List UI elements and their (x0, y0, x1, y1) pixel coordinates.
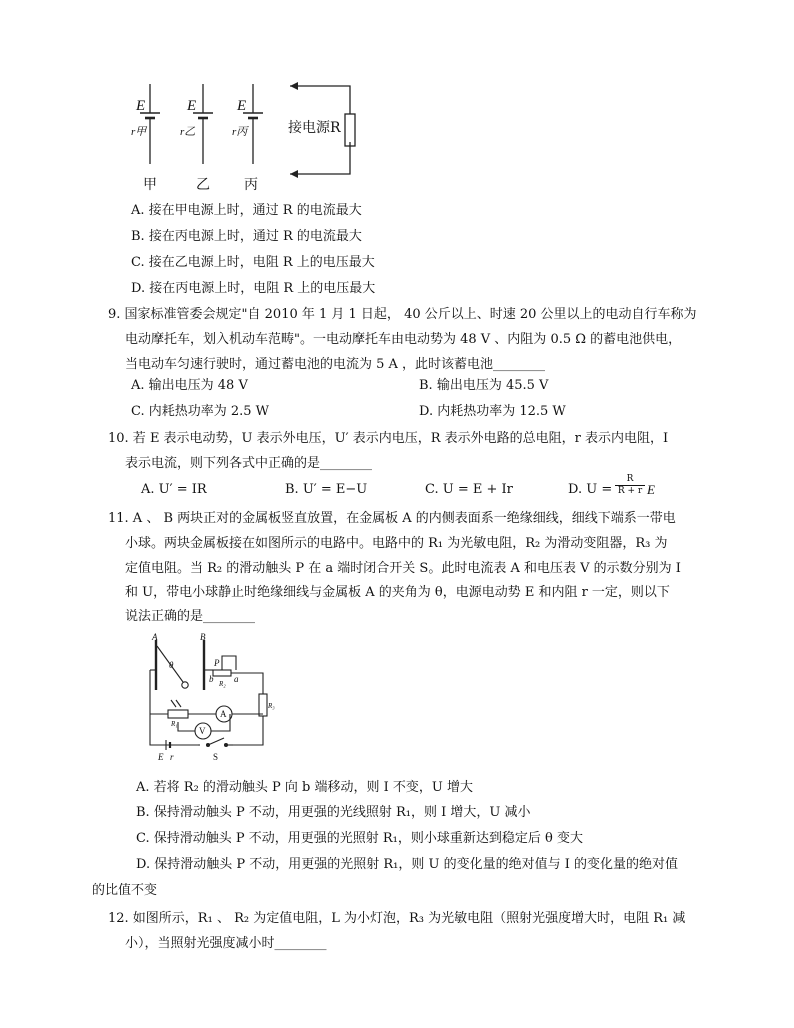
emf-label-jia: E (136, 98, 146, 114)
slide-rheostat-r2 (213, 670, 231, 676)
emf-label-bing: E (237, 98, 247, 114)
q11-option-a: A. 若将 R₂ 的滑动触头 P 向 b 端移动，则 I 不变，U 增大 (136, 780, 474, 795)
label-yi: 乙 (196, 177, 210, 193)
switch-s (208, 738, 224, 745)
photoresistor-r1 (168, 710, 188, 718)
q9-stem-line-1: 9. 国家标准管委会规定"自 2010 年 1 月 1 日起， 40 公斤以上、时速 20 公里以上的电动自行车称为 (108, 307, 697, 322)
r-label-yi: r乙 (180, 126, 196, 138)
r-label-bing: r丙 (232, 126, 248, 138)
q8-option-a: A. 接在甲电源上时，通过 R 的电流最大 (131, 203, 362, 218)
plate-label-b: B (200, 632, 206, 642)
resistor-r3 (259, 694, 267, 716)
q8-option-c: C. 接在乙电源上时，电阻 R 上的电压最大 (131, 255, 375, 270)
q9-stem-line-2: 电动摩托车，划入机动车范畴"。一电动摩托车由电动势为 48 V 、内阻为 0.5 Ω 的蓄电池供电， (125, 332, 682, 347)
q11-stem-line-2: 小球。两块金属板接在如图所示的电路中。电路中的 R₁ 为光敏电阻，R₂ 为滑动变阻器，R₃ 为 (125, 536, 668, 551)
q10-option-d: D. U = (568, 482, 613, 497)
circuit-figure (138, 630, 288, 766)
q11-stem-line-1: 11. A 、 B 两块正对的金属板竖直放置，在金属板 A 的内侧表面系一绝缘细线，细线下端系一带电 (108, 511, 676, 526)
terminal-label-a: a (234, 674, 239, 684)
angle-label: θ (169, 660, 174, 670)
q9-option-d: D. 内耗热功率为 12.5 W (419, 404, 566, 419)
switch-label: S (213, 752, 219, 762)
q10-option-a: A. U′ = IR (141, 482, 207, 497)
q9-stem-line-3: 当电动车匀速行驶时，通过蓄电池的电流为 5 A ，此时该蓄电池________ (125, 357, 546, 372)
q8-option-b: B. 接在丙电源上时，通过 R 的电流最大 (131, 229, 362, 244)
q10-stem-line-2: 表示电流，则下列各式中正确的是________ (125, 456, 373, 471)
q11-option-c: C. 保持滑动触头 P 不动，用更强的光照射 R₁，则小球重新达到稳定后 θ 变大 (136, 831, 583, 846)
q9-option-b: B. 输出电压为 45.5 V (419, 378, 549, 393)
q11-option-d-cont: 的比值不变 (92, 883, 158, 898)
q10-fraction-numerator: R (615, 474, 645, 486)
q10-stem-line-1: 10. 若 E 表示电动势，U 表示外电压，U′ 表示内电压，R 表示外电路的总电阻，r 表示内电阻，I (108, 431, 669, 446)
q10-fraction (615, 474, 645, 497)
q11-stem-line-3: 定值电阻。当 R₂ 的滑动触头 P 在 a 端时闭合开关 S。此时电流表 A 和电压表 V 的示数分别为 I (125, 561, 681, 576)
q10-fraction-denominator: R + r (617, 486, 643, 496)
r3-label: R₃ (268, 702, 275, 710)
emf-label-yi: E (187, 98, 197, 114)
r2-label: R₂ (219, 680, 226, 688)
internal-r-label: r (170, 752, 174, 762)
q9-option-c: C. 内耗热功率为 2.5 W (131, 404, 270, 419)
charged-ball (182, 682, 188, 688)
q11-stem-line-5: 说法正确的是________ (125, 609, 256, 624)
plate-label-a: A (152, 632, 158, 642)
label-jia: 甲 (143, 177, 157, 193)
q10-option-b: B. U′ = E−U (285, 482, 368, 497)
q9-option-a: A. 输出电压为 48 V (131, 378, 248, 393)
q11-option-d: D. 保持滑动触头 P 不动，用更强的光照射 R₁，则 U 的变化量的绝对值与 I 的变化量的绝对值 (136, 857, 678, 872)
label-bing: 丙 (244, 177, 258, 193)
q8-option-d: D. 接在丙电源上时，电阻 R 上的电压最大 (131, 281, 376, 296)
q11-option-b: B. 保持滑动触头 P 不动，用更强的光线照射 R₁，则 I 增大，U 减小 (136, 805, 531, 820)
q12-stem-line-1: 12. 如图所示，R₁ 、 R₂ 为定值电阻，L 为小灯泡，R₃ 为光敏电阻（照射光强度增大时，电阻 R₁ 减 (108, 911, 686, 926)
emf-label-circuit: E (158, 752, 164, 762)
r-label-jia: r甲 (131, 126, 147, 138)
q10-fraction-tail: E (647, 482, 655, 497)
q12-stem-line-2: 小），当照射光强度减小时________ (125, 936, 327, 951)
battery-yi (193, 84, 213, 164)
terminal-label-b: b (209, 674, 214, 684)
q11-stem-line-4: 和 U，带电小球静止时绝缘细线与金属板 A 的夹角为 θ，电源电动势 E 和内阻 r 一定，则以下 (125, 585, 670, 600)
r1-label: R₁ (171, 720, 178, 728)
connect-label: 接电源R (288, 120, 341, 136)
slider-label-p: P (214, 658, 220, 668)
voltmeter-label: V (199, 726, 206, 736)
q10-option-c: C. U = E + Ir (425, 482, 513, 497)
ammeter-label: A (220, 709, 227, 719)
